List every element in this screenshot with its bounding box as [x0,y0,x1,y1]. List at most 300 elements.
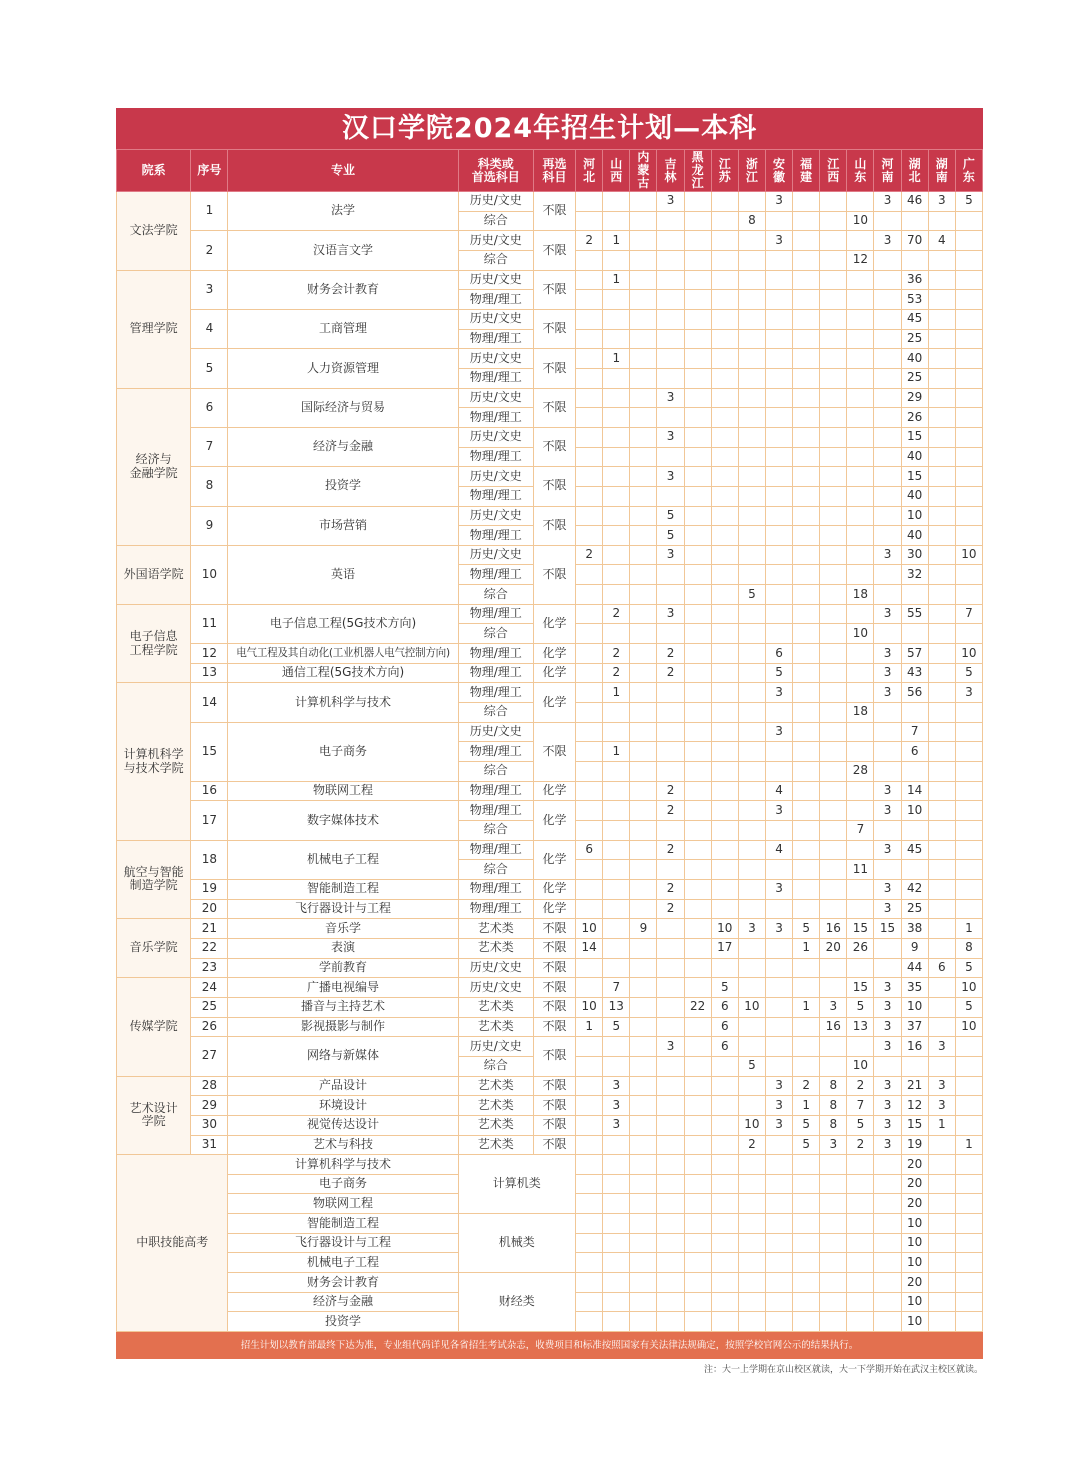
table-row [117,1273,983,1293]
quota-cell: 2 [847,1076,874,1096]
major-name: 网络与新媒体 [228,1037,458,1076]
quota-cell [738,506,765,526]
quota-cell [955,349,982,369]
major-name: 飞行器设计与工程 [228,1233,458,1253]
quota-cell: 3 [874,801,901,821]
reselect-subject: 不限 [533,270,575,309]
quota-cell: 3 [657,604,684,624]
quota-cell [738,840,765,860]
college-name: 传媒学院 [117,978,191,1076]
quota-cell [928,1135,955,1155]
header-province: 黑 龙 江 [684,150,711,192]
quota-cell [820,427,847,447]
reselect-subject: 化学 [533,879,575,899]
quota-cell [928,388,955,408]
reselect-subject: 不限 [533,958,575,978]
quota-cell [820,250,847,270]
quota-cell [684,427,711,447]
quota-cell [928,1056,955,1076]
quota-cell [847,467,874,487]
quota-cell [765,211,792,231]
quota-cell [928,309,955,329]
quota-cell [847,526,874,546]
quota-cell [820,1312,847,1332]
quota-cell: 14 [576,938,603,958]
quota-cell [847,309,874,329]
quota-cell: 3 [874,1017,901,1037]
quota-cell [928,1253,955,1273]
quota-cell [603,958,630,978]
quota-cell [711,388,738,408]
subject-type: 历史/文史 [458,270,533,290]
quota-cell [711,801,738,821]
quota-cell [874,938,901,958]
table-row [117,1115,983,1135]
quota-cell [576,1292,603,1312]
quota-cell [901,250,928,270]
subject-type: 艺术类 [458,1135,533,1155]
reselect-subject: 不限 [533,1017,575,1037]
quota-cell: 6 [711,1017,738,1037]
quota-cell [955,290,982,310]
quota-cell [657,447,684,467]
quota-cell [603,467,630,487]
header-province: 内 蒙 古 [630,150,657,192]
quota-cell: 3 [928,1076,955,1096]
quota-cell: 16 [820,919,847,939]
quota-cell [711,1174,738,1194]
table-row [117,270,983,290]
subject-type: 物理/理工 [458,290,533,310]
quota-cell [847,408,874,428]
quota-cell [874,211,901,231]
quota-cell [928,486,955,506]
quota-cell [928,585,955,605]
quota-cell [955,1292,982,1312]
quota-cell [630,1155,657,1175]
quota-cell: 9 [630,919,657,939]
college-name: 航空与智能 制造学院 [117,840,191,919]
quota-cell [603,1253,630,1273]
quota-cell [820,349,847,369]
subject-type: 艺术类 [458,1115,533,1135]
quota-cell [955,565,982,585]
quota-cell [657,565,684,585]
subject-type: 物理/理工 [458,742,533,762]
quota-cell [738,270,765,290]
quota-cell [874,1214,901,1234]
header-province: 安 徽 [765,150,792,192]
quota-cell [874,762,901,782]
reselect-subject: 化学 [533,840,575,879]
quota-cell [738,958,765,978]
major-seq: 19 [191,879,228,899]
quota-cell: 28 [847,762,874,782]
quota-cell [630,958,657,978]
quota-cell [684,899,711,919]
quota-cell [738,1076,765,1096]
quota-cell [711,585,738,605]
quota-cell [765,447,792,467]
quota-cell [603,801,630,821]
quota-cell [928,821,955,841]
quota-cell [928,427,955,447]
quota-cell [684,231,711,251]
quota-cell [738,231,765,251]
quota-cell [928,250,955,270]
quota-cell [793,565,820,585]
quota-cell: 7 [901,722,928,742]
quota-cell [793,486,820,506]
subject-type: 综合 [458,1056,533,1076]
quota-cell [901,703,928,723]
quota-cell [630,879,657,899]
quota-cell [576,565,603,585]
quota-cell [793,1292,820,1312]
quota-cell [576,958,603,978]
major-name: 国际经济与贸易 [228,388,458,427]
quota-cell [765,388,792,408]
reselect-subject: 不限 [533,545,575,604]
table-row [117,978,983,998]
quota-cell [576,309,603,329]
major-name: 财务会计教育 [228,1273,458,1293]
quota-cell: 6 [928,958,955,978]
quota-cell [684,742,711,762]
quota-cell [793,821,820,841]
college-name: 经济与 金融学院 [117,388,191,545]
table-row [117,192,983,212]
major-name: 飞行器设计与工程 [228,899,458,919]
quota-cell [603,1312,630,1332]
subject-type: 物理/理工 [458,781,533,801]
reselect-subject: 不限 [533,349,575,388]
subject-type: 历史/文史 [458,192,533,212]
quota-cell [657,1056,684,1076]
quota-cell [793,1233,820,1253]
quota-cell: 26 [847,938,874,958]
quota-cell [684,192,711,212]
quota-cell [711,290,738,310]
quota-cell [657,349,684,369]
quota-cell [874,290,901,310]
quota-cell [684,821,711,841]
quota-cell [765,506,792,526]
quota-cell: 20 [901,1273,928,1293]
quota-cell [576,722,603,742]
quota-cell [630,1312,657,1332]
quota-cell [847,604,874,624]
quota-cell [711,762,738,782]
subject-type: 物理/理工 [458,447,533,467]
quota-cell [928,683,955,703]
quota-cell [847,958,874,978]
quota-cell [630,526,657,546]
quota-cell [928,663,955,683]
quota-cell [711,1076,738,1096]
quota-cell [928,644,955,664]
table-row [117,1155,983,1175]
quota-cell: 3 [874,683,901,703]
quota-cell [901,585,928,605]
quota-cell [711,270,738,290]
quota-cell [820,270,847,290]
quota-cell: 8 [820,1076,847,1096]
quota-cell [630,1292,657,1312]
quota-cell: 2 [793,1076,820,1096]
quota-cell [928,408,955,428]
quota-cell [847,388,874,408]
major-name: 产品设计 [228,1076,458,1096]
quota-cell [711,722,738,742]
quota-cell [603,506,630,526]
quota-cell [576,1155,603,1175]
quota-cell [576,486,603,506]
quota-cell [847,231,874,251]
quota-cell [576,1194,603,1214]
quota-cell [738,250,765,270]
header-subject: 科类或 首选科目 [458,150,533,192]
quota-cell [711,1233,738,1253]
quota-cell [576,447,603,467]
major-seq: 26 [191,1017,228,1037]
quota-cell: 9 [901,938,928,958]
quota-cell [657,1096,684,1116]
quota-cell [603,565,630,585]
quota-cell [874,565,901,585]
quota-cell [576,742,603,762]
subject-type: 物理/理工 [458,329,533,349]
quota-cell: 6 [711,1037,738,1057]
quota-cell [684,1096,711,1116]
table-row [117,1076,983,1096]
quota-cell [630,860,657,880]
quota-cell [928,1273,955,1293]
quota-cell [765,545,792,565]
quota-cell [684,781,711,801]
quota-cell [847,506,874,526]
quota-cell [684,1292,711,1312]
quota-cell [738,1037,765,1057]
table-row [117,427,983,447]
quota-cell [928,919,955,939]
quota-cell [820,624,847,644]
quota-cell [603,1155,630,1175]
quota-cell [738,938,765,958]
quota-cell [928,1017,955,1037]
quota-cell [657,1273,684,1293]
major-seq: 28 [191,1076,228,1096]
quota-cell [711,408,738,428]
quota-cell: 5 [603,1017,630,1037]
quota-cell [684,1017,711,1037]
major-seq: 16 [191,781,228,801]
quota-cell: 3 [874,192,901,212]
quota-cell: 2 [657,879,684,899]
quota-cell [820,1037,847,1057]
quota-cell [765,1253,792,1273]
quota-cell [928,742,955,762]
quota-cell [684,486,711,506]
quota-cell: 26 [901,408,928,428]
quota-cell [847,1194,874,1214]
table-row [117,644,983,664]
header-province: 河 南 [874,150,901,192]
quota-cell [630,1076,657,1096]
major-name: 影视摄影与制作 [228,1017,458,1037]
quota-cell: 5 [711,978,738,998]
table-body [117,192,983,1332]
quota-cell [711,447,738,467]
subject-type: 综合 [458,821,533,841]
major-seq: 18 [191,840,228,879]
quota-cell [874,368,901,388]
quota-cell [684,309,711,329]
quota-cell [738,192,765,212]
quota-cell [793,290,820,310]
quota-cell [603,192,630,212]
quota-cell [765,585,792,605]
quota-cell [603,821,630,841]
quota-cell [711,192,738,212]
quota-cell: 10 [901,1312,928,1332]
quota-cell [874,526,901,546]
quota-cell [630,722,657,742]
quota-cell [657,1115,684,1135]
quota-cell [820,408,847,428]
quota-cell: 16 [820,1017,847,1037]
reselect-subject: 不限 [533,722,575,781]
quota-cell [955,1312,982,1332]
quota-cell [738,821,765,841]
quota-cell [684,526,711,546]
quota-cell [711,683,738,703]
vocational-category: 财经类 [458,1273,576,1332]
quota-cell [793,781,820,801]
quota-cell [711,427,738,447]
quota-cell [955,211,982,231]
quota-cell [928,840,955,860]
quota-cell [684,703,711,723]
quota-cell: 3 [874,1115,901,1135]
quota-cell: 18 [847,585,874,605]
quota-cell [955,1155,982,1175]
quota-cell: 45 [901,309,928,329]
major-seq: 30 [191,1115,228,1135]
quota-cell [603,368,630,388]
quota-cell [657,585,684,605]
quota-cell [630,840,657,860]
major-name: 数字媒体技术 [228,801,458,840]
major-name: 经济与金融 [228,427,458,466]
quota-cell [684,644,711,664]
quota-cell [711,1214,738,1234]
reselect-subject: 化学 [533,683,575,722]
quota-cell [928,762,955,782]
quota-cell [603,938,630,958]
quota-cell [874,486,901,506]
table-row [117,545,983,565]
quota-cell [928,1214,955,1234]
quota-cell: 25 [901,368,928,388]
quota-cell [630,821,657,841]
quota-cell [603,1233,630,1253]
quota-cell [576,1214,603,1234]
quota-cell [684,565,711,585]
quota-cell [847,781,874,801]
quota-cell [793,349,820,369]
quota-cell [820,1292,847,1312]
quota-cell [711,1096,738,1116]
quota-cell [684,388,711,408]
major-seq: 25 [191,997,228,1017]
quota-cell [793,388,820,408]
quota-cell [955,722,982,742]
quota-cell [928,211,955,231]
quota-cell [820,644,847,664]
enrollment-plan-sheet [116,108,983,1359]
quota-cell [630,997,657,1017]
major-name: 计算机科学与技术 [228,683,458,722]
reselect-subject: 不限 [533,427,575,466]
quota-cell [630,1037,657,1057]
header-province: 广 东 [955,150,982,192]
quota-cell: 2 [603,604,630,624]
quota-cell [657,703,684,723]
quota-cell [630,486,657,506]
quota-cell: 16 [901,1037,928,1057]
quota-cell [955,486,982,506]
quota-cell [928,624,955,644]
quota-cell [793,309,820,329]
quota-cell [820,290,847,310]
major-name: 电子信息工程(5G技术方向) [228,604,458,643]
major-name: 音乐学 [228,919,458,939]
quota-cell [738,663,765,683]
quota-cell [765,1135,792,1155]
quota-cell: 7 [955,604,982,624]
quota-cell [630,604,657,624]
quota-cell [955,1037,982,1057]
quota-cell [603,899,630,919]
quota-cell [738,683,765,703]
quota-cell [874,624,901,644]
quota-cell [793,840,820,860]
quota-cell [684,467,711,487]
table-row [117,722,983,742]
quota-cell: 13 [847,1017,874,1037]
quota-cell [657,821,684,841]
quota-cell: 3 [603,1096,630,1116]
quota-cell [576,801,603,821]
header-province: 吉 林 [657,150,684,192]
quota-cell: 5 [847,1115,874,1135]
table-row [117,604,983,624]
quota-cell: 3 [765,801,792,821]
subject-type: 艺术类 [458,1017,533,1037]
major-seq: 31 [191,1135,228,1155]
quota-cell: 15 [901,467,928,487]
subject-type: 综合 [458,762,533,782]
quota-cell [657,938,684,958]
quota-cell [955,270,982,290]
major-seq: 29 [191,1096,228,1116]
quota-cell [820,1155,847,1175]
quota-cell [765,1312,792,1332]
header-seq: 序号 [191,150,228,192]
quota-cell [738,467,765,487]
quota-cell [820,978,847,998]
